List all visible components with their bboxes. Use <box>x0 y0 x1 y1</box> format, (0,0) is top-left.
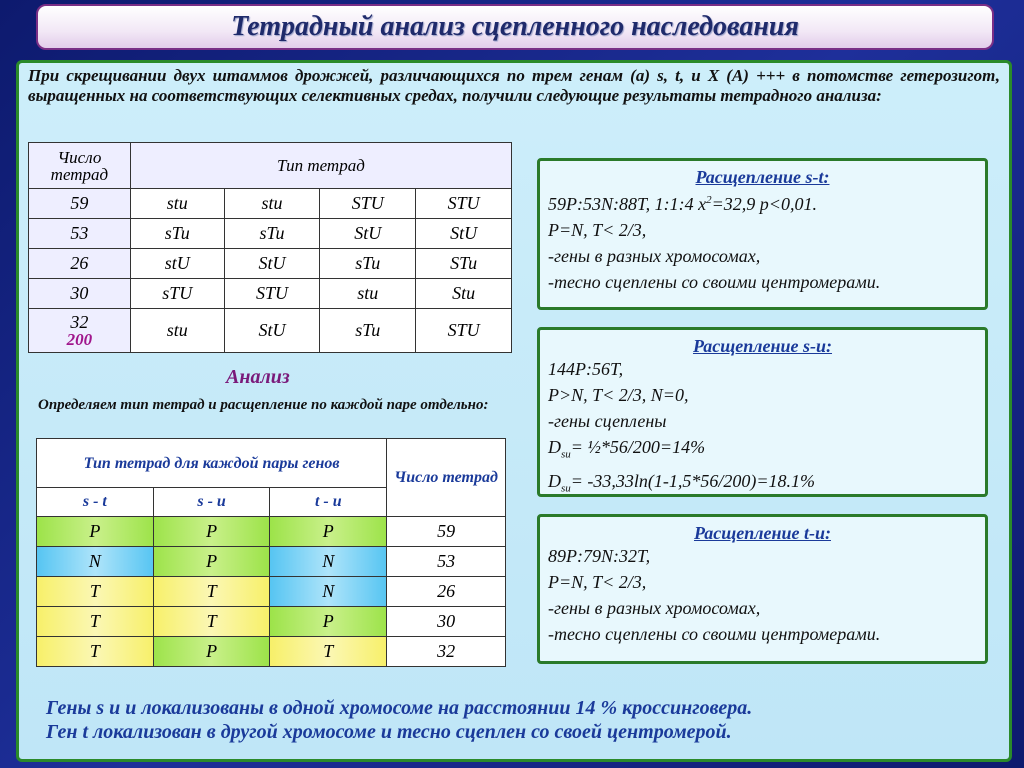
conclusion-line: Ген t локализован в другой хромосоме и тесно сцеплен со своей центромерой. <box>46 721 732 743</box>
tetrad-type-cell: T <box>37 607 154 637</box>
table-row <box>37 607 506 637</box>
pair-type-header: Тип тетрад для каждой пары генов <box>37 439 387 488</box>
conclusion <box>46 696 996 744</box>
genotype-cell: sTu <box>320 309 416 353</box>
genotype-cell: STU <box>320 189 416 219</box>
tetrad-type-cell: N <box>37 547 154 577</box>
count-cell: 32 <box>387 637 506 667</box>
tetrad-type-cell: P <box>153 547 270 577</box>
tetrad-table <box>28 142 512 353</box>
pair-analysis-table <box>36 438 506 667</box>
count-cell: 26 <box>387 577 506 607</box>
box-line: $D_{su}= -33,33\ln(1-1,5*56/200)=18.1\%$ <box>548 470 816 495</box>
box-line: -гены в разных хромосомах, <box>548 246 761 266</box>
tetrad-type-cell: T <box>153 577 270 607</box>
count-cell: 53 <box>387 547 506 577</box>
genotype-cell: sTu <box>224 219 320 249</box>
box-line: $D_{su}=$ ½*56/200=14% <box>548 437 706 461</box>
box-title: Расщепление s-u: <box>692 336 833 356</box>
genotype-cell: stu <box>224 189 320 219</box>
count-cell: 59 <box>387 517 506 547</box>
genotype-cell: STU <box>416 309 512 353</box>
box-line: P=N, T< 2/3, <box>548 572 647 592</box>
tetrad-count-header: Число тетрад <box>29 143 131 189</box>
table-row <box>37 577 506 607</box>
genotype-cell: sTu <box>320 249 416 279</box>
tetrad-type-cell: T <box>153 607 270 637</box>
segregation-box-su <box>537 327 988 497</box>
total-count: 200 <box>66 329 93 349</box>
genotype-cell: STu <box>416 249 512 279</box>
tetrad-type-cell: T <box>37 577 154 607</box>
genotype-cell: StU <box>416 219 512 249</box>
tetrad-type-header: Тип тетрад <box>130 143 511 189</box>
tetrad-type-cell: N <box>270 577 387 607</box>
tetrad-type-cell: P <box>270 607 387 637</box>
genotype-cell: Stu <box>416 279 512 309</box>
tetrad-type-cell: P <box>153 637 270 667</box>
table-row <box>29 189 512 219</box>
genotype-cell: sTu <box>130 219 224 249</box>
genotype-cell: STU <box>224 279 320 309</box>
tetrad-type-cell: P <box>270 517 387 547</box>
count-value: 32 <box>70 311 89 332</box>
count-cell: 26 <box>29 249 131 279</box>
analysis-heading: Анализ <box>226 366 290 388</box>
genotype-cell: STU <box>416 189 512 219</box>
count-header: Число тетрад <box>387 439 506 517</box>
genotype-cell: StU <box>224 309 320 353</box>
count-cell <box>29 309 131 353</box>
genotype-cell: StU <box>320 219 416 249</box>
box-line: -тесно сцеплены со своими центромерами. <box>548 624 881 644</box>
box-title: Расщепление t-u: <box>693 523 831 543</box>
box-line: 144P:56T, <box>548 359 624 379</box>
box-line: P>N, T< 2/3, N=0, <box>548 385 689 405</box>
genotype-cell: sTU <box>130 279 224 309</box>
analysis-text: Определяем тип тетрад и расщепление по каждой паре отдельно: <box>38 397 489 413</box>
table-row <box>37 547 506 577</box>
table-row <box>29 309 512 353</box>
pair-header-st: s - t <box>37 488 154 517</box>
intro-text: При скрещивании двух штаммов дрожжей, различающихся по трем генам (а) s, t, и X (A) +++ в потомстве гетерозигот, выращенных на соответствующих селективных средах, получили следующие результаты тетрадного анализа: <box>28 66 1000 105</box>
conclusion-line: Гены s и u локализованы в одной хромосоме на расстоянии 14 % кроссинговера. <box>46 697 753 719</box>
table-row <box>29 219 512 249</box>
count-cell: 30 <box>29 279 131 309</box>
genotype-cell: stu <box>130 189 224 219</box>
count-cell: 59 <box>29 189 131 219</box>
pair-header-tu: t - u <box>270 488 387 517</box>
box-line: 89P:79N:32T, <box>548 546 651 566</box>
pair-header-su: s - u <box>153 488 270 517</box>
box-line: P=N, T< 2/3, <box>548 220 647 240</box>
table-row <box>37 517 506 547</box>
genotype-cell: StU <box>224 249 320 279</box>
genotype-cell: stU <box>130 249 224 279</box>
genotype-cell: stu <box>320 279 416 309</box>
tetrad-type-cell: P <box>153 517 270 547</box>
box-line: -гены в разных хромосомах, <box>548 598 761 618</box>
count-cell: 30 <box>387 607 506 637</box>
segregation-box-st <box>537 158 988 310</box>
segregation-box-tu <box>537 514 988 664</box>
tetrad-type-cell: T <box>37 637 154 667</box>
box-line: -тесно сцеплены со своими центромерами. <box>548 272 881 292</box>
slide-title: Тетрадный анализ сцепленного наследования <box>231 11 799 42</box>
box-title: Расщепление s-t: <box>695 167 830 187</box>
count-cell: 53 <box>29 219 131 249</box>
tetrad-type-cell: T <box>270 637 387 667</box>
table-row <box>29 249 512 279</box>
tetrad-type-cell: P <box>37 517 154 547</box>
title-bar <box>36 4 994 50</box>
table-row <box>29 279 512 309</box>
box-line: 59P:53N:88T, 1:1:4 $x^2=32,9$ p<0,01. <box>548 194 817 214</box>
genotype-cell: stu <box>130 309 224 353</box>
tetrad-type-cell: N <box>270 547 387 577</box>
table-row <box>37 637 506 667</box>
box-line: -гены сцеплены <box>548 411 667 431</box>
